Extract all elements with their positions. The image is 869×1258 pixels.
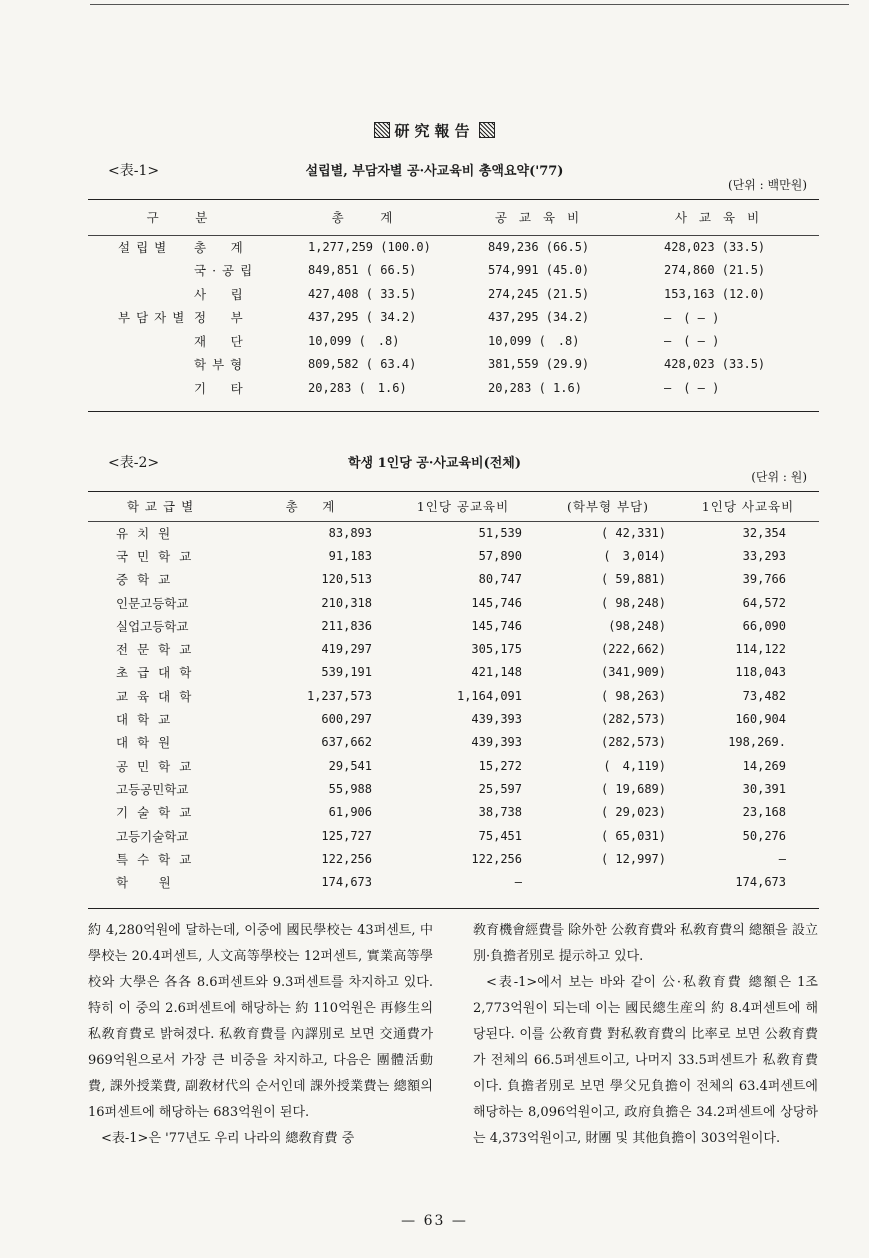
table1-col-private: 사교육비 [674,210,772,225]
total-cell: 600,297 [321,712,372,727]
table2-col-private: 1인당 사교육비 [701,499,795,514]
table-row [88,353,818,377]
total-cell: 849,851 ( 66.5) [308,263,417,278]
row-item-label: 총 계 [194,239,249,255]
private-cell: 33,293 [742,548,786,563]
total-cell: 210,318 [321,595,372,610]
public-cell: 574,991 (45.0) [488,263,590,278]
table-row [88,521,818,544]
private-cell: — ( — ) [664,310,720,325]
table2 [88,491,818,894]
total-cell: 637,662 [321,735,372,750]
row-school-level: 공민학교 [116,758,201,774]
public-cell: 849,236 (66.5) [488,239,590,254]
public-cell: — [514,875,522,890]
public-cell: 80,747 [478,572,522,587]
total-cell: 29,541 [328,758,372,773]
row-school-level: 고등공민학교 [116,781,189,797]
row-school-level: 대학교 [116,712,180,728]
row-group-label: 설립별 [118,239,173,255]
total-cell: 122,256 [321,851,372,866]
parent-cell: ( 12,997) [600,851,666,866]
row-school-level: 특수학교 [116,851,201,867]
table1-col-total: 총 계 [331,210,405,225]
parent-cell: ( 19,689) [600,781,666,796]
table2-title: 학생 1인당 공·사교육비(전체) [347,456,522,471]
table2-header-row [88,491,818,521]
table2-unit: (단위 : 원) [751,470,807,484]
row-category [88,259,278,283]
public-cell: 421,148 [471,665,522,680]
table-row [88,777,818,800]
table1-label: <表-1> [108,163,160,179]
public-cell: 439,393 [471,735,522,750]
hatched-square-icon [374,122,390,138]
parent-cell: ( 98,248) [600,595,666,610]
total-cell: 55,988 [328,781,372,796]
private-cell: 73,482 [742,688,786,703]
private-cell: 274,860 (21.5) [664,263,766,278]
body-paragraph: <表-1>에서 보는 바와 같이 公·私敎育費 總額은 1조 2,773억원이 되는데 이는 國民總生産의 約 8.4퍼센트에 해당된다. 이를 公敎育費 對私敎育費의 比率로 보면 公敎育費가 전체의 66.5퍼센트이고, 나머지 33.5퍼센트가 私敎育費이다. 負擔者別로 보면 學父兄負擔이 전체의 63.4퍼센트에 해당하는 8,096억원이고, 政府負擔은 34.2퍼센트에 상당하는 4,373억원이고, 財團 및 其他負擔이 303억원이다. [473,975,818,1146]
row-category [88,306,278,330]
parent-cell [538,870,678,893]
body-right-column [473,918,818,1152]
parent-cell: (341,909) [600,665,666,680]
parent-cell: (98,248) [608,618,666,633]
hatched-square-icon [479,122,495,138]
public-cell: 51,539 [478,525,522,540]
row-school-level: 학 원 [116,875,180,891]
header-title: 研究報告 [394,122,475,140]
row-school-level: 교육대학 [116,688,201,704]
private-cell: 30,391 [742,781,786,796]
public-cell: 439,393 [471,712,522,727]
parent-cell: (282,573) [600,712,666,727]
total-cell: 1,277,259 (100.0) [308,239,431,254]
table-row [88,637,818,660]
table-row [88,707,818,730]
total-cell: 20,283 ( 1.6) [308,381,407,396]
table2-label: <表-2> [108,455,160,471]
table1-col-category: 구 분 [146,210,220,225]
parent-cell: (282,573) [600,735,666,750]
public-cell: 10,099 ( .8) [488,334,580,349]
parent-cell: ( 65,031) [600,828,666,843]
private-cell: — [778,851,786,866]
parent-cell: (222,662) [600,642,666,657]
table-row [88,870,818,893]
table-row [88,306,818,330]
total-cell: 1,237,573 [306,688,372,703]
row-school-level: 유치원 [116,525,180,541]
public-cell: 75,451 [478,828,522,843]
table-row [88,235,818,259]
private-cell: 428,023 (33.5) [664,239,766,254]
row-school-level: 국민학교 [116,548,201,564]
total-cell: 125,727 [321,828,372,843]
table2-bottom-rule [88,908,819,909]
page-number: — 63 — [401,1213,468,1229]
table-row [88,544,818,567]
public-cell: 145,746 [471,618,522,633]
table-row [88,259,818,283]
total-cell: 437,295 ( 34.2) [308,310,417,325]
row-school-level: 실업고등학교 [116,618,189,634]
parent-cell: ( 4,119) [603,759,666,774]
table-row [88,824,818,847]
row-item-label: 사 립 [194,286,249,302]
public-cell: 122,256 [471,851,522,866]
public-cell: 305,175 [471,642,522,657]
row-school-level: 중학교 [116,572,180,588]
public-cell: 437,295 (34.2) [488,310,590,325]
table-row [88,801,818,824]
private-cell: 14,269 [742,758,786,773]
table2-col-total: 총 계 [285,499,341,514]
table-row [88,754,818,777]
total-cell: 10,099 ( .8) [308,334,400,349]
private-cell: 23,168 [742,805,786,820]
private-cell: 39,766 [742,572,786,587]
row-category [88,235,278,259]
private-cell: 118,043 [735,665,786,680]
total-cell: 120,513 [321,572,372,587]
row-item-label: 정 부 [194,310,249,326]
public-cell: 15,272 [478,758,522,773]
private-cell: — ( — ) [664,381,720,396]
total-cell: 809,582 ( 63.4) [308,357,417,372]
table-row [88,568,818,591]
row-school-level: 대학원 [116,735,180,751]
row-item-label: 학부형 [194,357,249,373]
total-cell: 83,893 [328,525,372,540]
private-cell: — ( — ) [664,334,720,349]
total-cell: 419,297 [321,642,372,657]
table-row [88,614,818,637]
table1-unit: (단위 : 백만원) [728,178,807,192]
total-cell: 211,836 [321,618,372,633]
private-cell: 66,090 [742,618,786,633]
parent-cell: ( 42,331) [600,525,666,540]
row-category [88,282,278,306]
table-row [88,376,818,400]
body-paragraph: 約 4,280억원에 달하는데, 이중에 國民學校는 43퍼센트, 中學校는 20.4퍼센트, 人文高等學校는 12퍼센트, 實業高等學校와 大學은 各各 8.6퍼센트와 9.3퍼센트를 차지하고 있다. 特히 이 중의 2.6퍼센트에 해당하는 約 110억원은 再修生의 私敎育費로 밝혀졌다. 私敎育費를 內譯別로 보면 交通費가 969억원으로서 가장 큰 비중을 차지하고, 다음은 團體活動費, 課外授業費, 副敎材代의 순서인데 課外授業費는 總額의 16퍼센트에 해당하는 683억원이 된다. [88,923,433,1120]
table-row [88,661,818,684]
row-item-label: 국·공립 [194,263,259,279]
table1-bottom-rule [88,411,819,412]
row-item-label: 기 타 [194,380,249,396]
private-cell: 50,276 [742,828,786,843]
private-cell: 114,122 [735,642,786,657]
table-row [88,591,818,614]
running-header [0,120,869,141]
table2-col-level: 학교급별 [126,499,200,514]
row-category [88,376,278,400]
total-cell: 61,906 [328,805,372,820]
parent-cell: ( 29,023) [600,805,666,820]
table-row [88,684,818,707]
table1 [88,199,818,400]
public-cell: 57,890 [478,548,522,563]
row-school-level: 전문학교 [116,642,201,658]
parent-cell: ( 3,014) [603,549,666,564]
row-category [88,353,278,377]
public-cell: 274,245 (21.5) [488,286,590,301]
row-item-label: 재 단 [194,333,249,349]
public-cell: 38,738 [478,805,522,820]
total-cell: 91,183 [328,548,372,563]
table-row [88,731,818,754]
private-cell: 198,269. [728,735,786,750]
table-row [88,329,818,353]
row-school-level: 초급대학 [116,665,201,681]
private-cell: 160,904 [735,712,786,727]
parent-cell: ( 98,263) [600,688,666,703]
table1-header-row [88,199,818,235]
top-border-line [90,4,849,5]
total-cell: 539,191 [321,665,372,680]
public-cell: 1,164,091 [456,688,522,703]
private-cell: 32,354 [742,525,786,540]
table2-col-parent: (학부형 부담) [566,499,650,514]
row-group-label: 부담자별 [118,310,191,326]
private-cell: 174,673 [735,875,786,890]
public-cell: 145,746 [471,595,522,610]
public-cell: 381,559 (29.9) [488,357,590,372]
private-cell: 153,163 (12.0) [664,286,766,301]
row-school-level: 인문고등학교 [116,595,189,611]
row-school-level: 고등기술학교 [116,828,189,844]
parent-cell: ( 59,881) [600,572,666,587]
private-cell: 64,572 [742,595,786,610]
table-row [88,282,818,306]
table1-col-public: 공교육비 [494,210,592,225]
total-cell: 427,408 ( 33.5) [308,286,417,301]
table-row [88,847,818,870]
body-paragraph: 敎育機會經費를 除外한 公敎育費와 私敎育費의 總額을 設立別·負擔者別로 提示하고 있다. [473,923,818,964]
table2-col-public: 1인당 공교육비 [416,499,510,514]
total-cell: 174,673 [321,875,372,890]
table1-title: 설립별, 부담자별 공·사교육비 총액요약('77) [305,164,564,179]
row-school-level: 기술학교 [116,805,201,821]
public-cell: 20,283 ( 1.6) [488,380,582,395]
row-category [88,329,278,353]
body-paragraph: <表-1>은 '77년도 우리 나라의 總敎育費 중 [101,1131,355,1146]
public-cell: 25,597 [478,781,522,796]
private-cell: 428,023 (33.5) [664,357,766,372]
body-left-column [88,918,433,1152]
